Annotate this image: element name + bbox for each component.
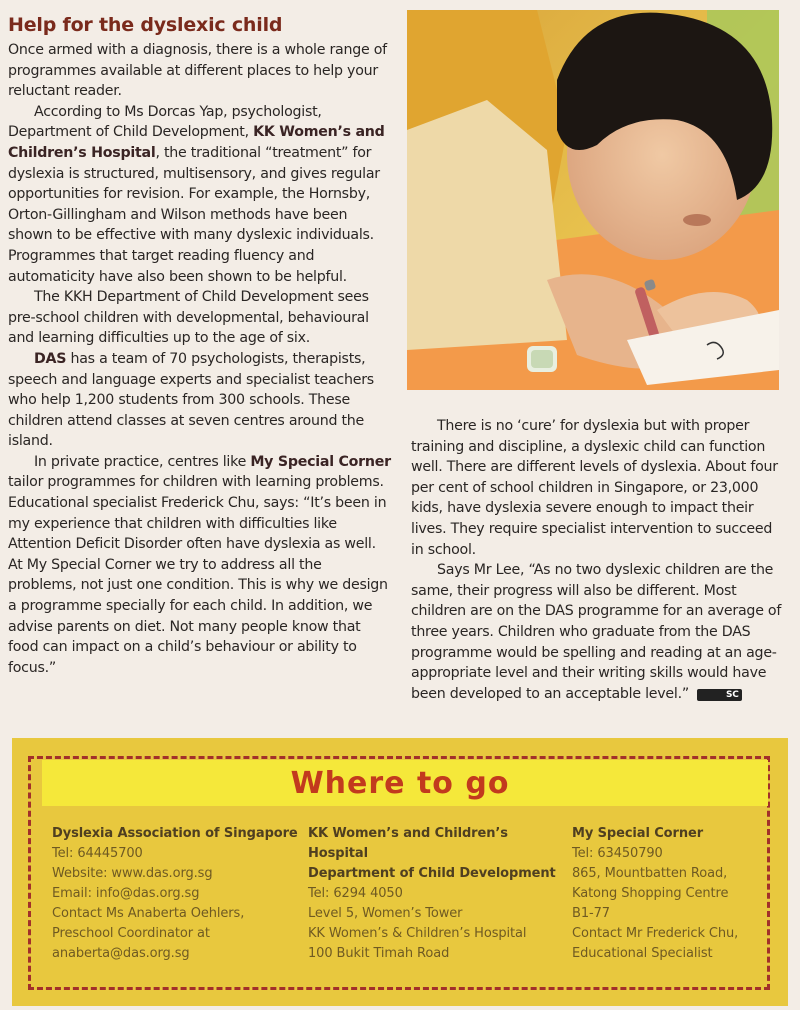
contact-name-line: Hospital — [308, 846, 368, 861]
contact-address-line: Katong Shopping Centre — [572, 886, 729, 901]
contact-email: Email: info@das.org.sg — [52, 886, 200, 901]
where-to-go-title: Where to go — [290, 766, 510, 801]
child-writing-photo — [407, 10, 779, 390]
contact-name: My Special Corner — [572, 826, 704, 841]
right-column — [411, 416, 784, 704]
contact-tel: Tel: 63450790 — [572, 846, 663, 861]
paragraph-private-practice: In private practice, centres like My Special Corner tailor programmes for children with learning problems. Educational specialist Frederick Chu, says: “It’s been in my experience that children with difficulties like Attention Deficit Disorder often have dyslexia as well. At My Special Corner we try to address all the problems, not just one condition. This is why we design a programme specially for each child. In addition, we advise parents on diet. Not many people know that food can impact on a child’s behaviour or ability to focus.” — [8, 453, 391, 676]
paragraph-kkh: The KKH Department of Child Development sees pre-school children with developmental, behavioural and learning difficulties up to the age of six. — [8, 289, 369, 347]
article-heading: Help for the dyslexic child — [8, 14, 283, 36]
contact-address-line: 100 Bukit Timah Road — [308, 946, 450, 961]
end-mark-badge: SC — [697, 689, 742, 701]
paragraph-das: DAS has a team of 70 psychologists, therapists, speech and language experts and specialist teachers who help 1,200 students from 300 schools. These children attend classes at seven centres around the island. — [8, 350, 374, 450]
paragraph-no-cure: There is no ‘cure’ for dyslexia but with proper training and discipline, a dyslexic child can function well. There are different levels of dyslexia. About four per cent of school children in Singapore, or 23,000 kids, have dyslexia severe enough to impact their lives. They require specialist intervention to succeed in school. — [411, 418, 778, 558]
contact-address-line: Level 5, Women’s Tower — [308, 906, 463, 921]
contact-address-line: KK Women’s & Children’s Hospital — [308, 926, 527, 941]
left-column — [8, 14, 394, 678]
paragraph-mr-lee: Says Mr Lee, “As no two dyslexic children are the same, their progress will also be different. Most children are on the DAS programme for an average of three years. Children who graduate from the DAS programme would be spelling and reading at an age-appropriate level and their writing skills would have been developed to an acceptable level.” SC — [411, 562, 782, 702]
contact-my-special-corner — [572, 824, 772, 964]
where-to-go-box — [12, 738, 788, 1006]
contact-name-line: KK Women’s and Children’s — [308, 826, 508, 841]
contact-role: Educational Specialist — [572, 946, 713, 961]
contact-kkh — [308, 824, 556, 964]
paragraph-intro: Once armed with a diagnosis, there is a whole range of programmes available at different places to help your reluctant reader. — [8, 42, 387, 100]
paragraph-dorcas-yap: According to Ms Dorcas Yap, psychologist, Department of Child Development, KK Women’s and Children’s Hospital, the traditional “treatment” for dyslexia is structured, multisensory, and gives regular opportunities for revision. For example, the Hornsby, Orton-Gillingham and Wilson methods have been shown to be effective with many dyslexic individuals. Programmes that target reading fluency and automaticity have also been shown to be helpful. — [8, 103, 385, 285]
contact-person-email: anaberta@das.org.sg — [52, 946, 190, 961]
contact-address-line: 865, Mountbatten Road, — [572, 866, 728, 881]
contact-address-line: B1-77 — [572, 906, 610, 921]
contact-role: Preschool Coordinator at — [52, 926, 210, 941]
contact-name: Dyslexia Association of Singapore — [52, 826, 298, 841]
contact-person: Contact Ms Anaberta Oehlers, — [52, 906, 245, 921]
child-writing-illustration — [407, 10, 779, 390]
contact-person: Contact Mr Frederick Chu, — [572, 926, 739, 941]
contact-tel: Tel: 6294 4050 — [308, 886, 403, 901]
contact-department: Department of Child Development — [308, 866, 556, 881]
contact-das — [52, 824, 297, 964]
contact-website: Website: www.das.org.sg — [52, 866, 213, 881]
contact-tel: Tel: 64445700 — [52, 846, 143, 861]
